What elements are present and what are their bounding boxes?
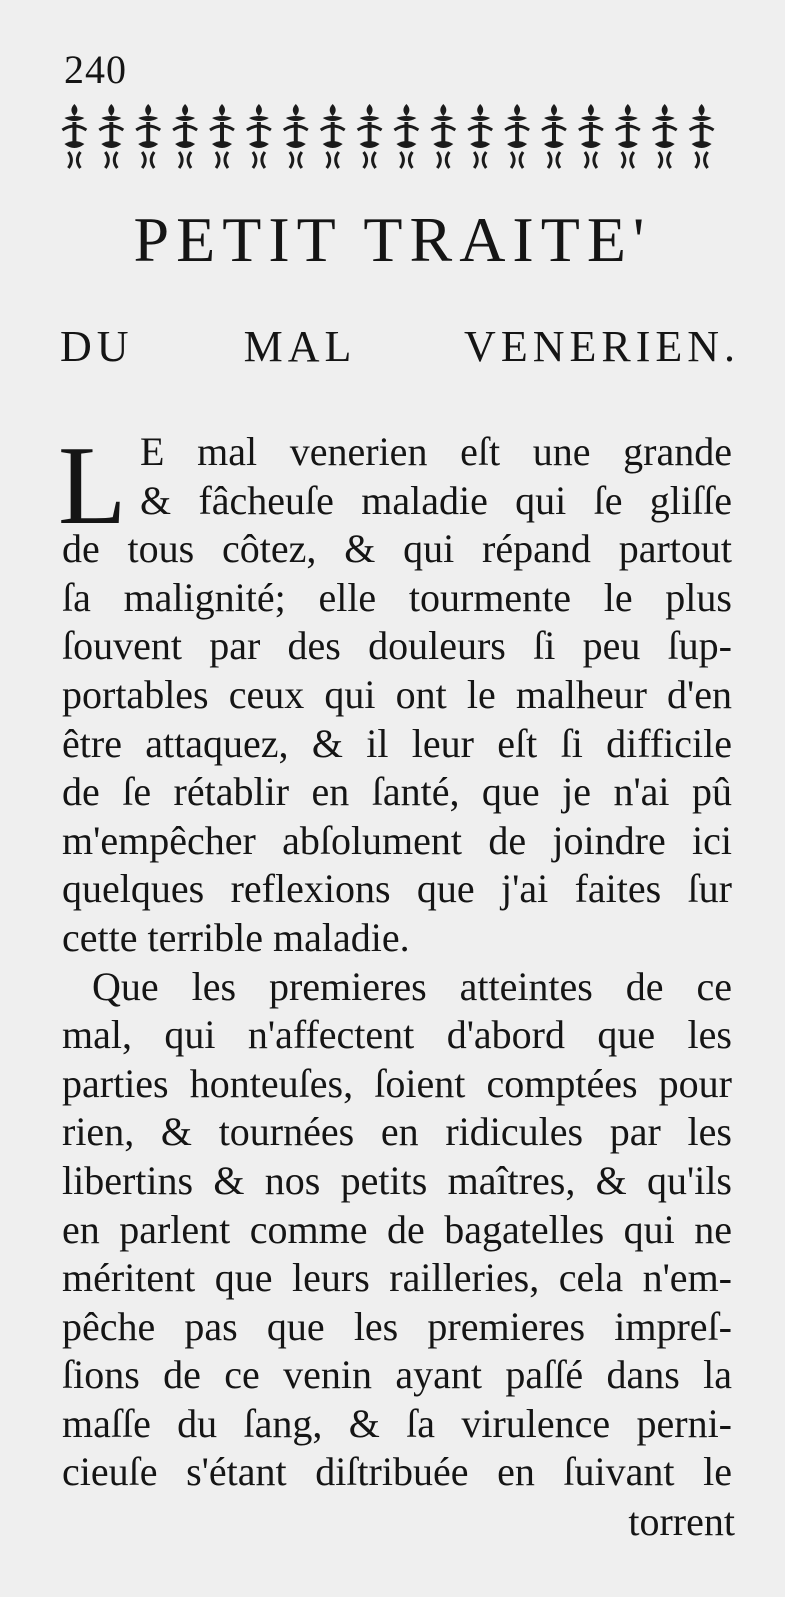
text-line: m'empêcher abſolument de joindre ici [62, 817, 732, 863]
fleuron-icon [616, 104, 640, 168]
text-line: de ſe rétablir en ſanté, que je n'ai pû [62, 769, 732, 815]
chapter-subtitle: DU MAL VENERIEN. [60, 322, 740, 371]
fleuron-icon [210, 104, 234, 168]
text-line: cieuſe s'étant diſtribuée en ſuivant le [62, 1449, 732, 1495]
page-edge [785, 0, 800, 1597]
catchword: torrent [628, 1499, 735, 1544]
fleuron-icon [690, 104, 714, 168]
chapter-title: PETIT TRAITE' [133, 204, 652, 275]
fleuron-icon [136, 104, 160, 168]
fleuron-icon [542, 104, 566, 168]
text-line: mal, qui n'affectent d'abord que les [62, 1012, 732, 1058]
text-line: ſa malignité; elle tourmente le plus [62, 574, 732, 620]
page-number: 240 [64, 47, 127, 92]
fleuron-icon [394, 104, 418, 168]
fleuron-icon [431, 104, 455, 168]
text-line: libertins & nos petits maîtres, & qu'ils [62, 1157, 732, 1203]
text-line: & fâcheuſe maladie qui ſe gliſſe [140, 477, 732, 523]
fleuron-icon [653, 104, 677, 168]
text-line: pêche pas que les premieres impreſ- [62, 1303, 732, 1349]
fleuron-icon [321, 104, 345, 168]
fleuron-icon [284, 104, 308, 168]
fleuron-icon [62, 104, 86, 168]
fleuron-icon [99, 104, 123, 168]
text-line: cette terrible maladie. [62, 914, 410, 960]
fleuron-border-icon [56, 96, 720, 176]
text-line: maſſe du ſang, & ſa virulence perni- [62, 1400, 732, 1446]
text-line: rien, & tournées en ridicules par les [62, 1109, 732, 1155]
text-line: E mal venerien eſt une grande [140, 429, 732, 474]
text-line: de tous côtez, & qui répand partout [62, 526, 732, 572]
text-line: méritent que leurs railleries, cela n'em- [62, 1255, 732, 1301]
text-line: quelques reflexions que j'ai faites ſur [62, 866, 732, 912]
text-line: parties honteuſes, ſoient comptées pour [62, 1060, 732, 1106]
fleuron-icon [358, 104, 382, 168]
text-line: ſouvent par des douleurs ſi peu ſup- [62, 623, 732, 669]
fleuron-icon [468, 104, 492, 168]
text-line: être attaquez, & il leur eſt ſi difficile [62, 720, 732, 766]
fleuron-icon [505, 104, 529, 168]
body-text [58, 424, 732, 1497]
text-line: ſions de ce venin ayant paſſé dans la [62, 1352, 732, 1398]
text-line: portables ceux qui ont le malheur d'en [62, 671, 732, 717]
text-line: Que les premieres atteintes de ce [92, 963, 732, 1009]
fleuron-icon [173, 104, 197, 168]
drop-cap: L [58, 424, 127, 548]
fleuron-icon [247, 104, 271, 168]
fleuron-icon [579, 104, 603, 168]
text-line: en parlent comme de bagatelles qui ne [62, 1206, 732, 1252]
